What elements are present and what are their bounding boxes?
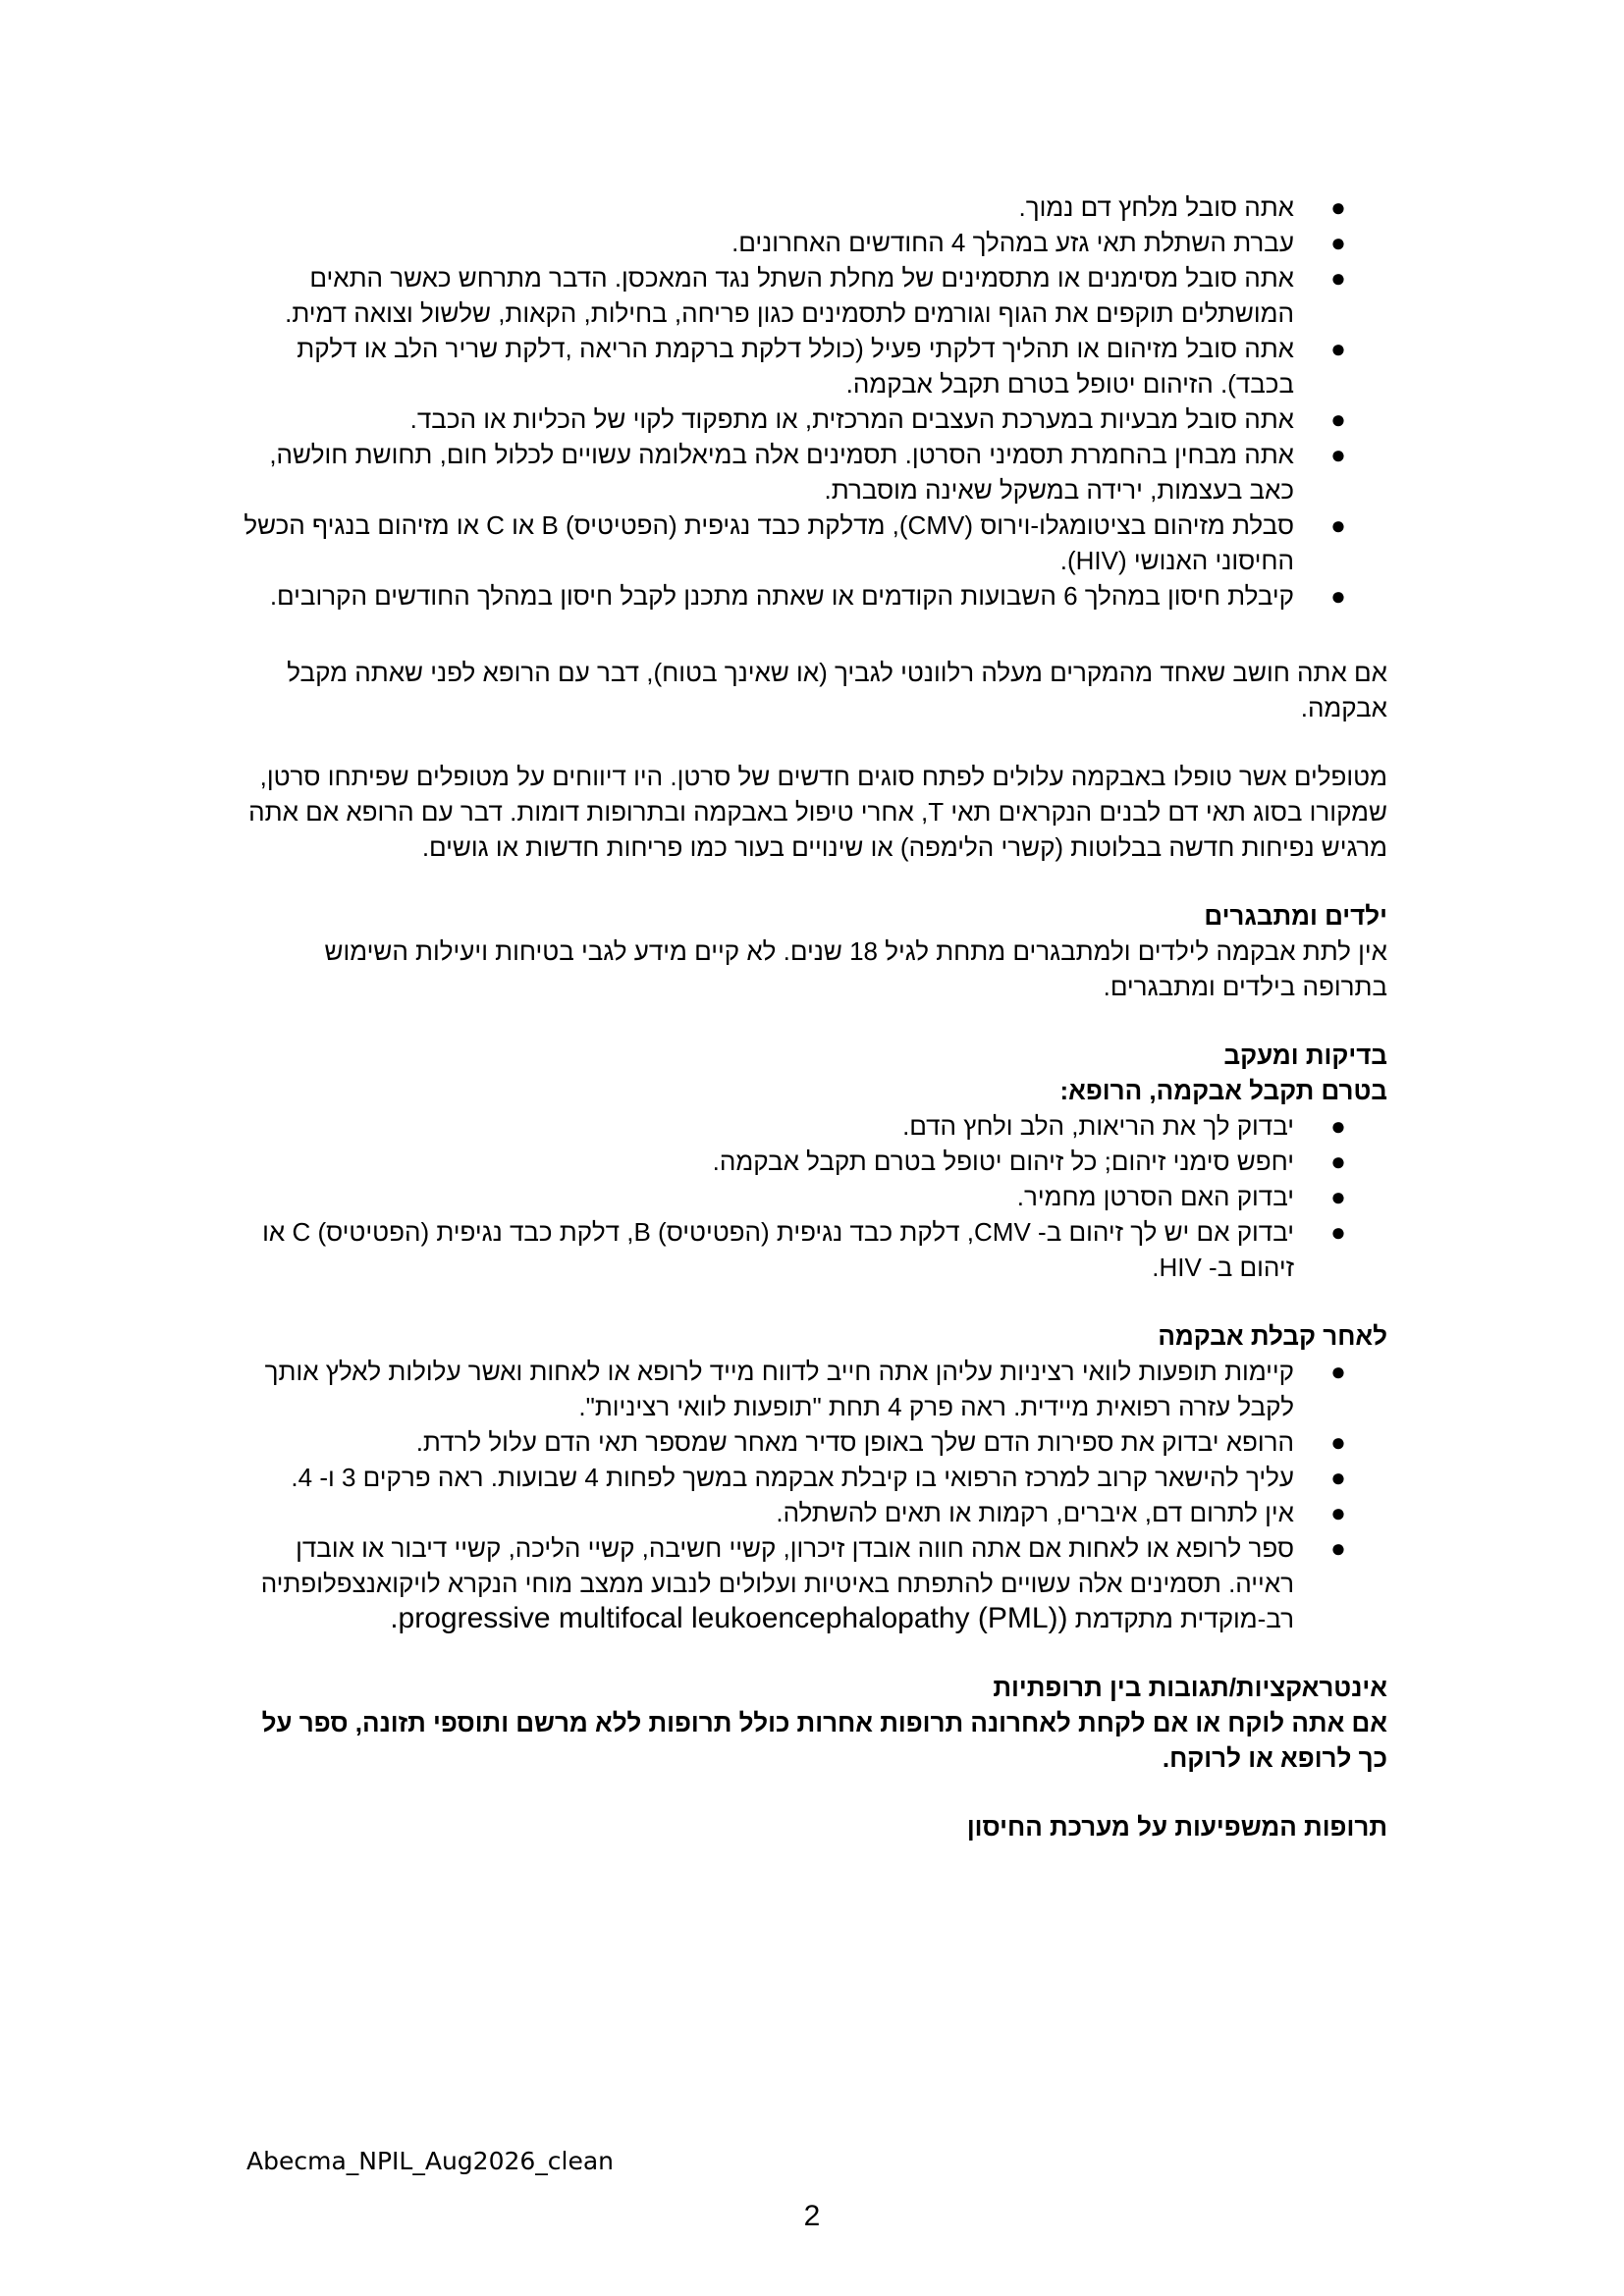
- after-list: [244, 1354, 1387, 1636]
- bullet-icon: ●: [1330, 1217, 1346, 1247]
- precautions-list: [244, 189, 1387, 614]
- tests-subheading: בטרם תקבל אבקמה, הרופא:: [1059, 1076, 1387, 1105]
- consult-paragraph: אם אתה חושב שאחד מהמקרים מעלה רלוונטי לגביך (או שאינך בטוח), דבר עם הרופא לפני שאתה מקבל אבקמה.: [287, 658, 1387, 722]
- interactions-heading: אינטראקציות/תגובות בין תרופתיות: [993, 1673, 1387, 1702]
- bullet-icon: ●: [1330, 1498, 1346, 1527]
- bullet-icon: ●: [1330, 1427, 1346, 1457]
- page-number: 2: [803, 2200, 821, 2232]
- children-paragraph: אין לתת אבקמה לילדים ולמתבגרים מתחת לגיל 18 שנים. לא קיים מידע לגבי בטיחות ויעילות השימוש בתרופה בילדים ומתבגרים.: [324, 936, 1387, 1001]
- bullet-icon: ●: [1330, 192, 1346, 222]
- children-heading: ילדים ומתבגרים: [1204, 901, 1387, 931]
- list-item: ● יבדוק אם יש לך זיהום ב- CMV, דלקת כבד נגיפית (הפטיטיס) B, דלקת כבד נגיפית (הפטיטיס) C או זיהום ב- HIV.: [244, 1214, 1294, 1285]
- list-item: ● עליך להישאר קרוב למרכז הרפואי בו קיבלת אבקמה במשך לפחות 4 שבועות. ראה פרקים 3 ו- 4.: [244, 1460, 1294, 1495]
- interactions-paragraph: אם אתה לוקח או אם לקחת לאחרונה תרופות אחרות כולל תרופות ללא מרשם ותוספי תזונה, ספר על כך לרופא או לרוקח.: [261, 1708, 1387, 1773]
- bullet-icon: ●: [1330, 1533, 1346, 1563]
- list-item: ● אתה מבחין בהחמרת תסמיני הסרטן. תסמינים אלה במיאלומה עשויים לכלול חום, תחושת חולשה, כאב בעצמות, ירידה במשקל שאינה מוסברת.: [244, 437, 1294, 507]
- bullet-icon: ●: [1330, 1147, 1346, 1176]
- pml-english-term: (progressive multifocal leukoencephalopathy (PML).: [390, 1602, 1068, 1634]
- list-item: ● הרופא יבדוק את ספירות הדם שלך באופן סדיר מאחר שמספר תאי הדם עלול לרדת.: [244, 1424, 1294, 1460]
- list-item: ● יחפש סימני זיהום; כל זיהום יטופל בטרם תקבל אבקמה.: [244, 1144, 1294, 1179]
- bullet-icon: ●: [1330, 1182, 1346, 1211]
- list-item: ● יבדוק לך את הריאות, הלב ולחץ הדם.: [244, 1108, 1294, 1144]
- after-heading: לאחר קבלת אבקמה: [1158, 1321, 1387, 1351]
- bullet-icon: ●: [1330, 1463, 1346, 1492]
- list-item: ● עברת השתלת תאי גזע במהלך 4 החודשים האחרונים.: [244, 225, 1294, 260]
- immune-drugs-heading: תרופות המשפיעות על מערכת החיסון: [966, 1812, 1387, 1842]
- footer-file-name: Abecma_NPIL_Aug2026_clean: [246, 2147, 615, 2175]
- list-item: ● ספר לרופא או לאחות אם אתה חווה אובדן זיכרון, קשיי חשיבה, קשיי הליכה, קשיי דיבור או אובדן ראייה. תסמינים אלה עשויים להתפתח באיטיות ועלולים לנבוע ממצב מוחי הנקרא לויקואנצפלופתיה רב-מוקדית מתקדמת (progressive multifocal leukoencephalopathy (PML).: [244, 1530, 1294, 1636]
- list-item: ● קיימות תופעות לוואי רציניות עליהן אתה חייב לדווח מייד לרופא או לאחות ואשר עלולות לאלץ אותך לקבל עזרה רפואית מיידית. ראה פרק 4 תחת "תופעות לוואי רציניות".: [244, 1354, 1294, 1424]
- bullet-icon: ●: [1330, 1111, 1346, 1141]
- list-item: ● סבלת מזיהום בציטומגלו-וירוס (CMV), מדלקת כבד נגיפית (הפטיטיס) B או C או מזיהום בנגיף הכשל החיסוני האנושי (HIV).: [244, 507, 1294, 578]
- bullet-icon: ●: [1330, 440, 1346, 469]
- leaflet-content: [244, 189, 1387, 1844]
- tests-list: [244, 1108, 1387, 1285]
- bullet-icon: ●: [1330, 1357, 1346, 1386]
- bullet-icon: ●: [1330, 263, 1346, 293]
- bullet-icon: ●: [1330, 334, 1346, 363]
- list-item: ● אתה סובל מזיהום או תהליך דלקתי פעיל (כולל דלקת ברקמת הריאה ,דלקת שריר הלב או דלקת בכבד). הזיהום יטופל בטרם תקבל אבקמה.: [244, 331, 1294, 401]
- secondary-cancer-paragraph: מטופלים אשר טופלו באבקמה עלולים לפתח סוגים חדשים של סרטן. היו דיווחים על מטופלים שפיתחו סרטן, שמקורו בסוג תאי דם לבנים הנקראים תאי T, אחרי טיפול באבקמה ובתרופות דומות. דבר עם הרופא אם אתה מרגיש נפיחות חדשה בבלוטות (קשרי הלימפה) או שינויים בעור כמו פריחות חדשות או גושים.: [248, 762, 1387, 862]
- tests-heading: בדיקות ומעקב: [1223, 1041, 1387, 1070]
- list-item: ● אתה סובל מבעיות במערכת העצבים המרכזית, או מתפקוד לקוי של הכליות או הכבד.: [244, 401, 1294, 437]
- bullet-icon: ●: [1330, 228, 1346, 257]
- bullet-icon: ●: [1330, 510, 1346, 540]
- list-item: ● קיבלת חיסון במהלך 6 השבועות הקודמים או שאתה מתכנן לקבל חיסון במהלך החודשים הקרובים.: [244, 578, 1294, 614]
- list-item: ● אתה סובל מסימנים או מתסמינים של מחלת השתל נגד המאכסן. הדבר מתרחש כאשר התאים המושתלים תוקפים את הגוף וגורמים לתסמינים כגון פריחה, בחילות, הקאות, שלשול וצואה דמית.: [244, 260, 1294, 331]
- list-item: ● אתה סובל מלחץ דם נמוך.: [244, 189, 1294, 225]
- list-item: ● אין לתרום דם, איברים, רקמות או תאים להשתלה.: [244, 1495, 1294, 1530]
- bullet-icon: ●: [1330, 581, 1346, 611]
- bullet-icon: ●: [1330, 404, 1346, 434]
- list-item: ● יבדוק האם הסרטן מחמיר.: [244, 1179, 1294, 1214]
